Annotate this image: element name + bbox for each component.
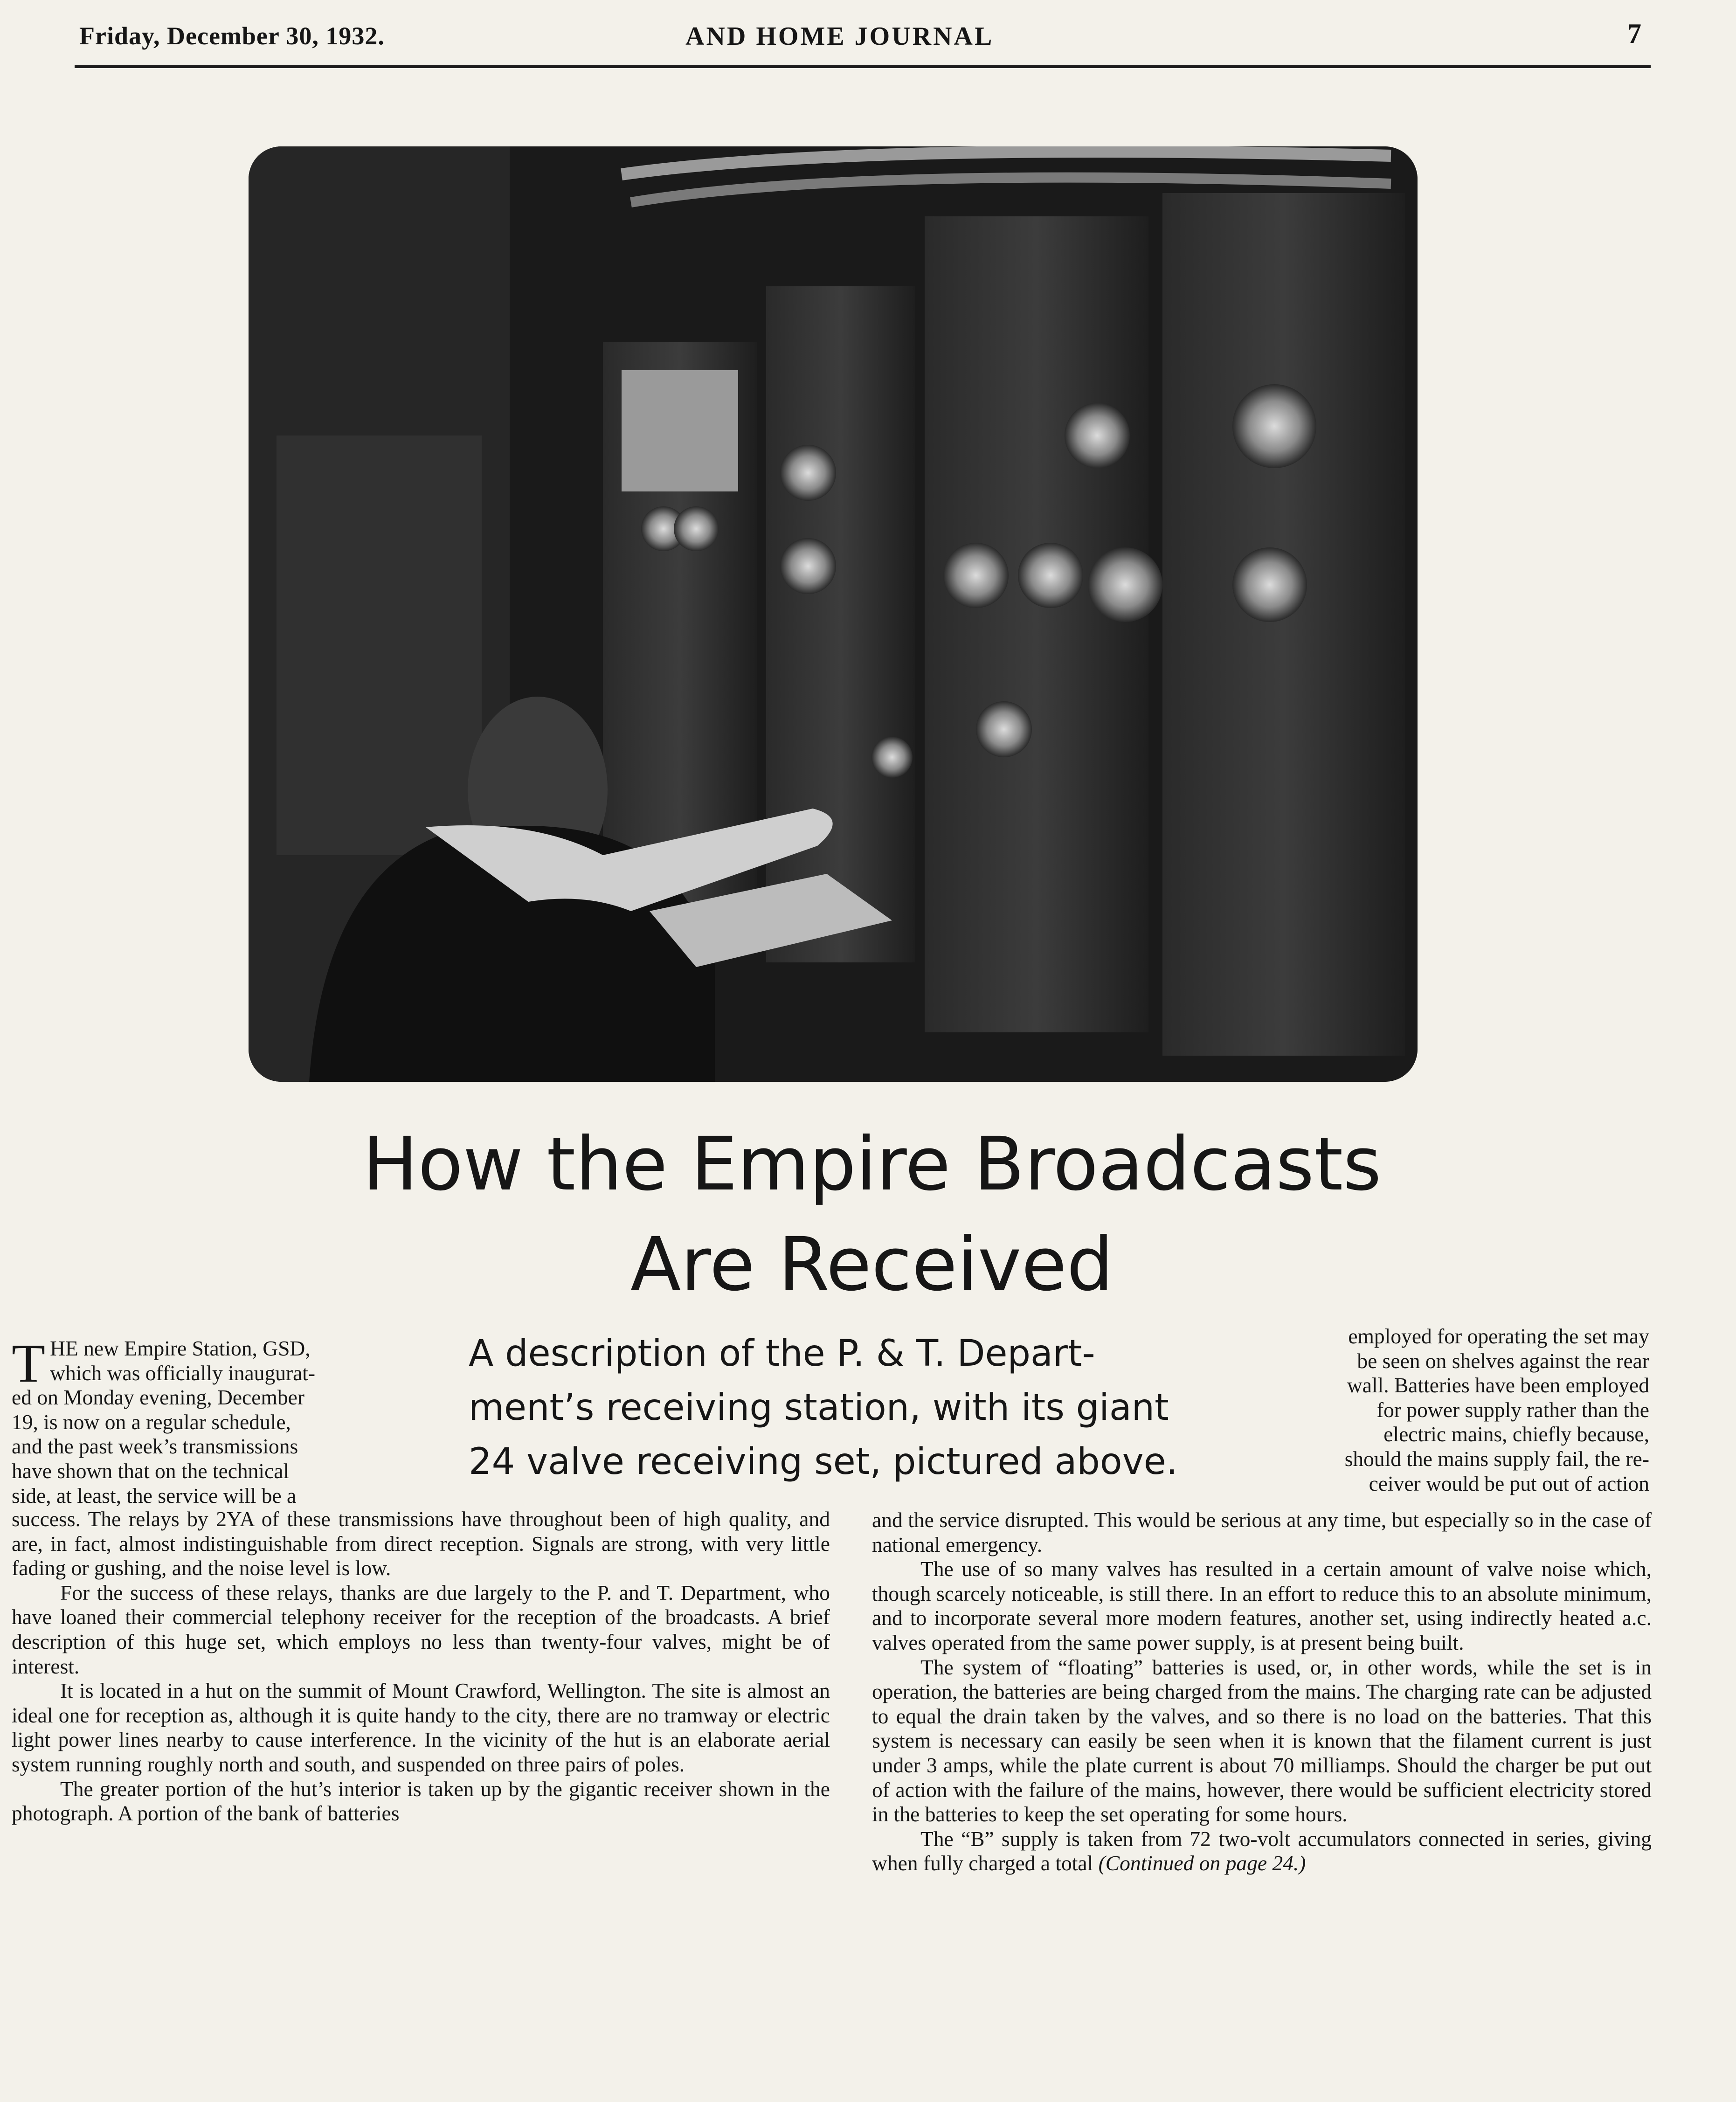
continuation-note: (Continued on page 24.) [1098, 1851, 1306, 1875]
intro-line: side, at least, the service will be a [12, 1483, 297, 1507]
article-subheading [469, 1327, 1226, 1489]
subhead-line-3: 24 valve receiving set, pictured above. [469, 1441, 1178, 1483]
right-top-line: wall. Batteries have been employed [1347, 1373, 1649, 1397]
journal-title: AND HOME JOURNAL [685, 22, 994, 51]
paragraph: The system of “floating” batteries is used, or, in other words, while the set is in operation, the batteries are being charged from the mains. The charging rate can be adjusted to equal the drain taken by the valves, and so there is no load on the batteries. That this system is necessary can easily be seen when it is known that the filament current is just under 3 amps, while the plate current is about 70 milliamps. Should the charger be put out of action with the failure of the mains, however, there would be sufficient electricity stored in the batteries to keep the set operating for some hours. [872, 1655, 1652, 1826]
right-body-column [872, 1508, 1652, 1876]
intro-line: and the past week’s transmissions [12, 1434, 298, 1459]
intro-line: ed on Monday evening, December [12, 1385, 304, 1410]
paragraph: For the success of these relays, thanks are due largely to the P. and T. Department, who have loaned their commercial telephony receiver for the reception of the broadcasts. A brief description of this huge set, which employs no less than twenty-four valves, might be of interest. [12, 1580, 830, 1678]
headline-line-2: Are Received [630, 1222, 1114, 1307]
intro-line: which was officially inaugurat- [50, 1361, 316, 1385]
page-number: 7 [1627, 18, 1641, 49]
article-intro-column [12, 1333, 435, 1508]
subhead-line-1: A description of the P. & T. Depart- [469, 1333, 1095, 1375]
paragraph: It is located in a hut on the summit of Mount Crawford, Wellington. The site is almost an ideal one for reception as, although it is quite handy to the city, there are no tramway or electric light power lines nearby to cause interference. In the vicinity of the hut is an elaborate aerial system running roughly north and south, and suspended on three pairs of poles. [12, 1679, 830, 1776]
right-top-line: should the mains supply fail, the re- [1344, 1446, 1649, 1471]
drop-cap: T [12, 1333, 46, 1394]
receiver-photograph [249, 146, 1418, 1082]
article-headline [140, 1114, 1604, 1315]
right-top-line: electric mains, chiefly because, [1383, 1422, 1649, 1446]
receiver-photo-illustration [249, 146, 1418, 1082]
intro-line: HE new Empire Station, GSD, [50, 1336, 311, 1360]
paragraph: and the service disrupted. This would be serious at any time, but especially so in the case of national emergency. [872, 1508, 1652, 1556]
right-top-line: be seen on shelves against the rear [1357, 1348, 1649, 1373]
subhead-line-2: ment’s receiving station, with its giant [469, 1387, 1169, 1429]
page-header [75, 13, 1651, 69]
intro-line: 19, is now on a regular schedule, [12, 1410, 291, 1434]
right-column-top [1260, 1324, 1649, 1496]
header-rule [75, 65, 1651, 68]
paragraph: The greater portion of the hut’s interior is taken up by the gigantic receiver shown in the photograph. A portion of the bank of batteries [12, 1777, 830, 1825]
intro-line: have shown that on the technical [12, 1459, 290, 1483]
right-top-line: employed for operating the set may [1348, 1324, 1649, 1348]
right-top-line: for power supply rather than the [1376, 1397, 1649, 1422]
paragraph: The use of so many valves has resulted in a certain amount of valve noise which, though scarcely noticeable, is still there. In an effort to reduce this to an absolute minimum, and to incorporate several more modern features, another set, using indirectly heated a.c. valves operated from the same power supply, is at present being built. [872, 1557, 1652, 1654]
paragraph: success. The relays by 2YA of these transmissions have throughout been of high quality, and are, in fact, almost indistinguishable from direct reception. Signals are strong, with very little fading or gushing, and the noise level is low. [12, 1507, 830, 1580]
headline-line-1: How the Empire Broadcasts [362, 1121, 1382, 1207]
right-top-line: ceiver would be put out of action [1369, 1471, 1649, 1495]
final-paragraph-text: The “B” supply is taken from 72 two-volt accumulators connected in series, giving when fully charged a total [872, 1826, 1652, 1875]
left-body-column [12, 1507, 830, 1826]
issue-date: Friday, December 30, 1932. [79, 22, 385, 50]
paragraph [872, 1827, 1652, 1876]
